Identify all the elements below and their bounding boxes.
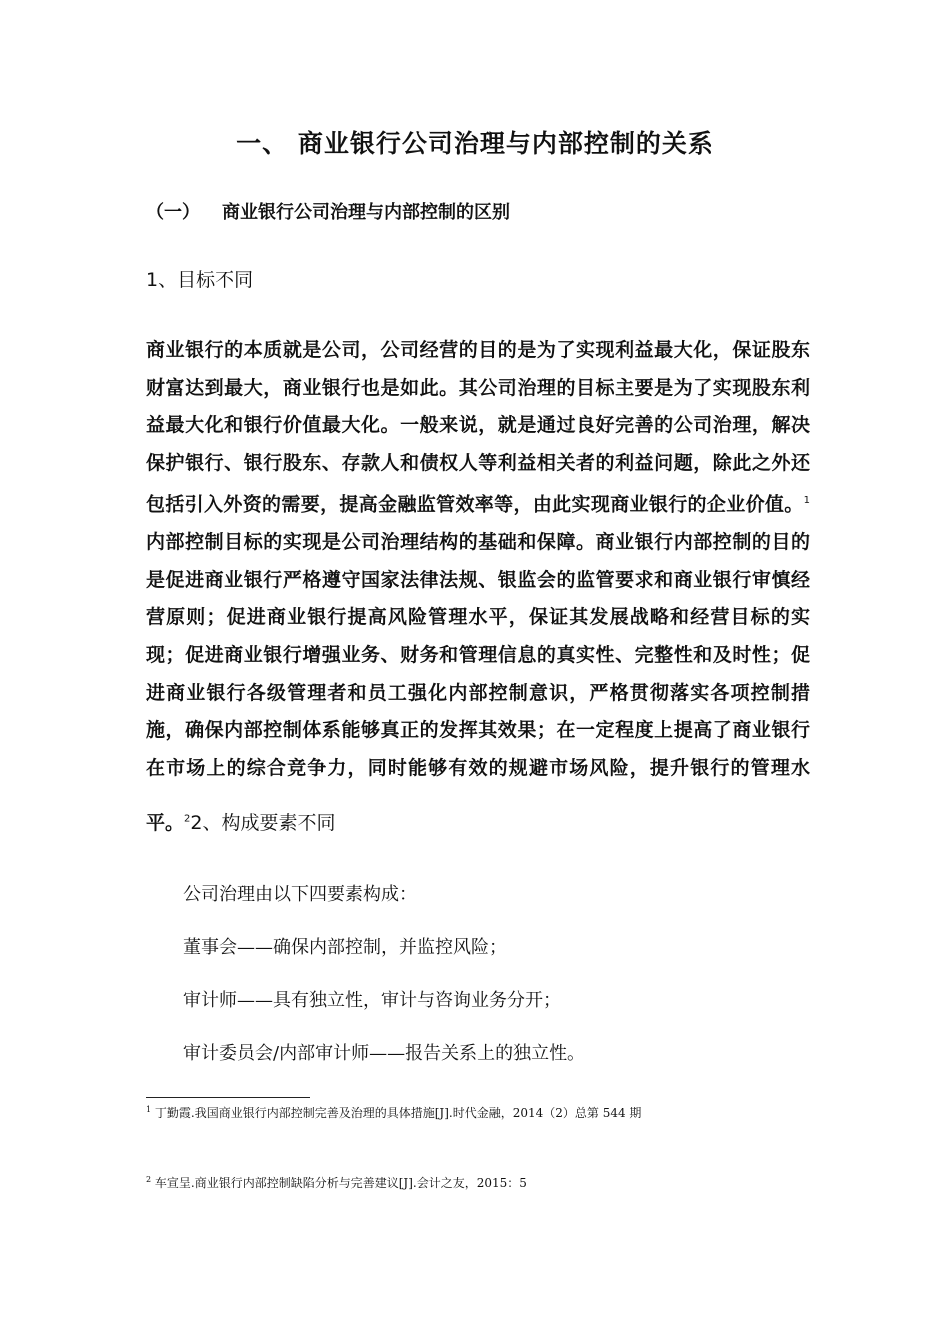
element-item-board: 董事会——确保内部控制，并监控风险； bbox=[183, 937, 507, 958]
section-heading-text: 商业银行公司治理与内部控制的区别 bbox=[222, 202, 510, 223]
paragraph-line: 内部控制目标的实现是公司治理结构的基础和保障。商业银行内部控制的目的 bbox=[146, 531, 810, 554]
page-title: 一、 商业银行公司治理与内部控制的关系 bbox=[236, 129, 714, 158]
footnote-mark: 2 bbox=[146, 1175, 152, 1184]
paragraph-line: 是促进商业银行严格遵守国家法律法规、银监会的监管要求和商业银行审慎经 bbox=[146, 568, 810, 591]
paragraph-line: 施，确保内部控制体系能够真正的发挥其效果；在一定程度上提高了商业银行 bbox=[146, 719, 810, 742]
paragraph-line: 现；促进商业银行增强业务、财务和管理信息的真实性、完整性和及时性；促 bbox=[146, 644, 810, 667]
paragraph-line: 保护银行、银行股东、存款人和债权人等利益相关者的利益问题，除此之外还 bbox=[146, 451, 810, 474]
paragraph-line-with-footnote bbox=[146, 482, 810, 524]
footnote-divider bbox=[146, 1097, 310, 1098]
paragraph-line-text: 包括引入外资的需要，提高金融监管效率等，由此实现商业银行的企业价值。 bbox=[146, 493, 804, 516]
subsection-heading-elements: 2、构成要素不同 bbox=[190, 812, 336, 834]
footnote-2 bbox=[146, 1174, 527, 1191]
body-paragraph bbox=[146, 332, 810, 787]
footnote-ref-1[interactable]: 1 bbox=[803, 495, 810, 507]
paragraph-line: 营原则；促进商业银行提高风险管理水平，保证其发展战略和经营目标的实 bbox=[146, 606, 810, 629]
paragraph-line: 商业银行的本质就是公司，公司经营的目的是为了实现利益最大化，保证股东 bbox=[146, 339, 810, 361]
footnote-mark: 1 bbox=[146, 1105, 152, 1114]
element-item-audit-committee: 审计委员会/内部审计师——报告关系上的独立性。 bbox=[183, 1043, 586, 1064]
paragraph-line: 益最大化和银行价值最大化。一般来说，就是通过良好完善的公司治理，解决 bbox=[146, 414, 810, 437]
subsection-heading-goals: 1、目标不同 bbox=[146, 269, 254, 291]
elements-intro: 公司治理由以下四要素构成： bbox=[183, 884, 417, 905]
footnote-1 bbox=[146, 1104, 641, 1121]
paragraph-line: 财富达到最大，商业银行也是如此。其公司治理的目标主要是为了实现股东利 bbox=[146, 376, 810, 399]
paragraph-end-and-subsection bbox=[146, 808, 335, 835]
paragraph-line: 在市场上的综合竞争力，同时能够有效的规避市场风险，提升银行的管理水 bbox=[146, 756, 810, 779]
footnote-text: 车宣呈.商业银行内部控制缺陷分析与完善建议[J].会计之友，2015：5 bbox=[154, 1176, 527, 1190]
element-item-auditor: 审计师——具有独立性，审计与咨询业务分开； bbox=[183, 990, 561, 1011]
section-heading bbox=[146, 198, 510, 224]
footnote-text: 丁勤霞.我国商业银行内部控制完善及治理的具体措施[J].时代金融，2014（2）总第 544 期 bbox=[154, 1106, 642, 1120]
paragraph-tail: 平。 bbox=[146, 812, 185, 834]
footnote-ref-2[interactable]: 2 bbox=[184, 813, 191, 825]
paragraph-line: 进商业银行各级管理者和员工强化内部控制意识，严格贯彻落实各项控制措 bbox=[146, 681, 810, 704]
section-number: （一） bbox=[146, 202, 200, 223]
